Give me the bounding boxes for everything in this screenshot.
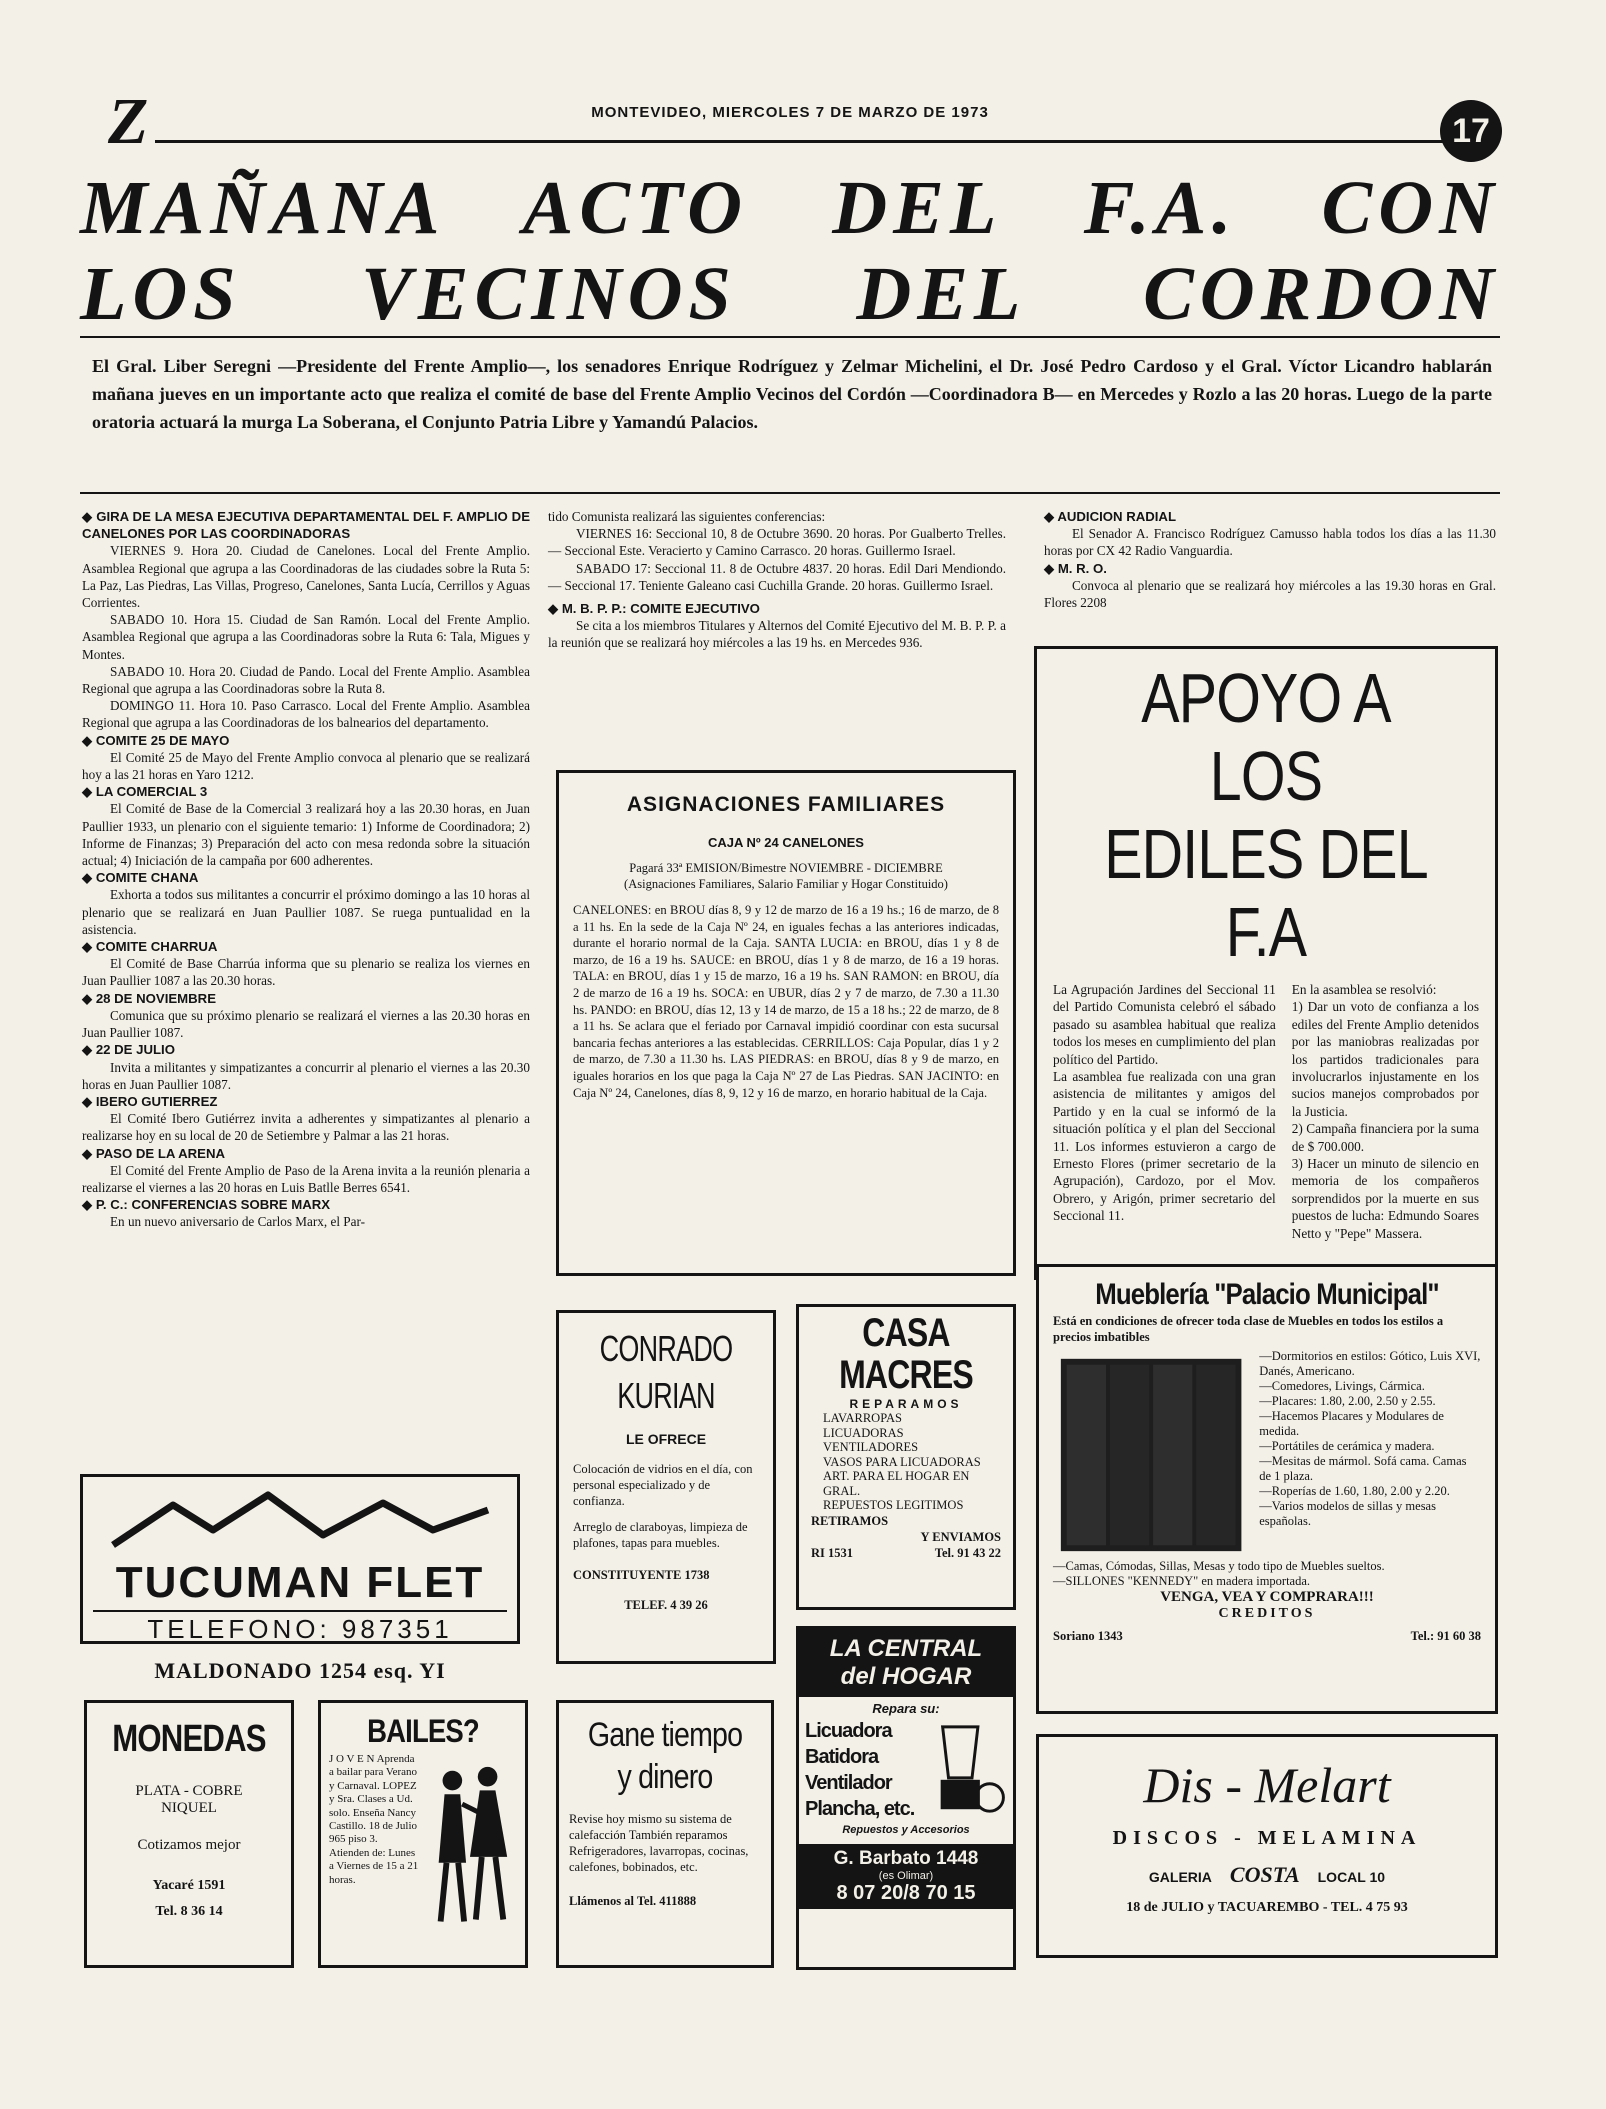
muebleria-item: —Hacemos Placares y Modulares de medida. xyxy=(1259,1409,1444,1438)
apoyo-title-line-2: EDILES DEL F.A xyxy=(1104,815,1428,971)
mro-heading: ◆ M. R. O. xyxy=(1044,560,1496,577)
asignaciones-title: ASIGNACIONES FAMILIARES xyxy=(626,793,946,816)
28-noviembre-heading: ◆ 28 DE NOVIEMBRE xyxy=(82,990,530,1007)
issue-date: MONTEVIDEO, MIERCOLES 7 DE MARZO DE 1973 xyxy=(591,104,989,121)
gira-heading: ◆ GIRA DE LA MESA EJECUTIVA DEPARTAMENTAL DEL F. AMPLIO DE CANELONES POR LAS COORDINADORAS xyxy=(82,508,530,542)
mbpp-text: Se cita a los miembros Titulares y Alternos del Comité Ejecutivo del M. B. P. P. a la reunión que se realizará hoy miércoles a las 19 hs. en Mercedes 936. xyxy=(548,618,1006,651)
gane-title-2: y dinero xyxy=(617,1758,713,1796)
column-1 xyxy=(82,508,530,1231)
muebleria-title: Mueblería "Palacio Municipal" xyxy=(1095,1278,1439,1311)
marx-heading: ◆ P. C.: CONFERENCIAS SOBRE MARX xyxy=(82,1196,530,1213)
muebleria-item: —Roperías de 1.60, 1.80, 2.00 y 2.20. xyxy=(1259,1484,1450,1498)
headline xyxy=(80,165,1500,337)
gane-phone: Llámenos al Tel. 411888 xyxy=(569,1894,697,1908)
bailes-ad xyxy=(318,1700,528,1968)
comercial-3-heading: ◆ LA COMERCIAL 3 xyxy=(82,783,530,800)
asignaciones-intro: Pagará 33ª EMISION/Bimestre NOVIEMBRE - DICIEMBRE (Asignaciones Familiares, Salario Familiar y Hogar Constituido) xyxy=(624,861,948,891)
marx-continued-text: tido Comunista realizará las siguientes conferencias: xyxy=(548,509,826,524)
wardrobe-image xyxy=(1053,1349,1249,1559)
central-item: Ventilador xyxy=(805,1772,892,1794)
monedas-title: MONEDAS xyxy=(112,1718,266,1760)
central-item: Batidora xyxy=(805,1746,879,1768)
lead-rule xyxy=(80,492,1500,494)
central-title-1: LA CENTRAL xyxy=(829,1635,983,1662)
conrado-ad xyxy=(556,1310,776,1664)
ibero-gutierrez-text: El Comité Ibero Gutiérrez invita a adherentes y simpatizantes al plenario a realizarse hoy en su local de 20 de Setiembre y Palmar a las 21 horas. xyxy=(82,1111,530,1144)
macres-item: LICUADORAS xyxy=(823,1425,904,1440)
apoyo-title-line-1: APOYO A LOS xyxy=(1141,659,1391,815)
macres-reparamos: REPARAMOS xyxy=(849,1397,963,1411)
mbpp-heading: ◆ M. B. P. P.: COMITE EJECUTIVO xyxy=(548,600,1006,617)
central-ad xyxy=(796,1626,1016,1970)
header-rule xyxy=(155,140,1455,143)
column-3 xyxy=(1044,508,1496,611)
dismelart-logo: Dis - Melart xyxy=(1143,1757,1391,1813)
dismelart-line: DISCOS - MELAMINA xyxy=(1112,1827,1422,1849)
gira-paragraph: SABADO 10. Hora 15. Ciudad de San Ramón. Local del Frente Amplio. Asamblea Regional que agrupa a las Coordinadoras sobre la Ruta 6: Tala, Migues y Montes. xyxy=(82,612,530,662)
apoyo-right-text: En la asamblea se resolvió: 1) Dar un voto de confianza a los ediles del Frente Amplio detenidos por las maniobras realizadas por los partidos tradicionales para involucrarlos injustamente en los sucios manejos comprobados por la Justicia. 2) Campaña financiera por la suma de $ 700.000. 3) Hacer un minuto de silencio en memoria de los compañeros sorprendidos por la muerte en sus puestos de lucha: Edmundo Soares Netto y "Pepe" Massera. xyxy=(1291,982,1479,1241)
comite-charrua-text: El Comité de Base Charrúa informa que su plenario se realiza los viernes en Juan Paullier 1087 a las 20.30 horas. xyxy=(82,956,530,989)
dismelart-local: LOCAL 10 xyxy=(1317,1869,1386,1885)
audicion-text: El Senador A. Francisco Rodríguez Camusso habla todos los días a las 11.30 horas por CX 42 Radio Vanguardia. xyxy=(1044,526,1496,559)
macres-name-1: CASA xyxy=(862,1311,950,1355)
muebleria-item: —Placares: 1.80, 2.00, 2.50 y 2.55. xyxy=(1259,1394,1436,1408)
lead-paragraph: El Gral. Liber Seregni —Presidente del Frente Amplio—, los senadores Enrique Rodríguez y Zelmar Michelini, el Dr. José Pedro Cardoso y el Gral. Víctor Licandro hablarán mañana jueves en un importante acto que realiza el comité de base del Frente Amplio Vecinos del Cordón —Coordinadora B— en Mercedes y Rozlo a las 20 horas. Luego de la parte oratoria actuará la murga La Soberana, el Conjunto Patria Libre y Yamandú Palacios. xyxy=(92,356,1492,432)
gane-title-1: Gane tiempo xyxy=(587,1716,743,1754)
22-julio-heading: ◆ 22 DE JULIO xyxy=(82,1041,530,1058)
paso-arena-heading: ◆ PASO DE LA ARENA xyxy=(82,1145,530,1162)
monedas-phone: Tel. 8 36 14 xyxy=(155,1904,223,1919)
apoyo-box xyxy=(1034,646,1498,1280)
central-repuestos: Repuestos y Accesorios xyxy=(842,1824,970,1836)
macres-phone: Tel. 91 43 22 xyxy=(934,1545,1001,1560)
conrado-offer: LE OFRECE xyxy=(625,1431,707,1447)
macres-item: VENTILADORES xyxy=(823,1440,919,1454)
mro-text: Convoca al plenario que se realizará hoy miércoles a las 19.30 horas en Gral. Flores 2208 xyxy=(1044,577,1496,611)
newspaper-logo: Z xyxy=(108,85,149,158)
central-item: Plancha, etc. xyxy=(805,1798,915,1820)
gira-paragraph: VIERNES 9. Hora 20. Ciudad de Canelones. Local del Frente Amplio. Asamblea Regional que agrupa a las Coordinadoras de las ciudades sobre la Ruta 5: La Paz, Las Piedras, Las Villas, Progreso, Canelones, Santa Lucía, Cerrillos y Aguas Corrientes. xyxy=(82,543,530,611)
dismelart-address: 18 de JULIO y TACUAREMBO - TEL. 4 75 93 xyxy=(1126,1900,1408,1915)
mountains-icon xyxy=(93,1485,507,1555)
gane-text: Revise hoy mismo su sistema de calefacción También reparamos Refrigeradores, lavarropas, cocinas, calefones, bobinados, etc. xyxy=(569,1812,749,1874)
comite-25-mayo-heading: ◆ COMITE 25 DE MAYO xyxy=(82,732,530,749)
comite-chana-heading: ◆ COMITE CHANA xyxy=(82,869,530,886)
comercial-3-text: El Comité de Base de la Comercial 3 realizará hoy a las 20.30 horas, en Juan Paullier 1933, un plenario con el siguiente temario: 1) Informe de Coordinadora; 2) Informe de Finanzas; 3) Preparación del acto con mesa redonda sobre la situación actual; 4) Iniciación de la campaña por 600 adherentes. xyxy=(82,801,530,869)
macres-name-2: MACRES xyxy=(839,1353,973,1397)
muebleria-item: —Mesitas de mármol. Sofá cama. Camas de 1 plaza. xyxy=(1259,1454,1467,1483)
column-2 xyxy=(548,508,1006,652)
22-julio-text: Invita a militantes y simpatizantes a concurrir al plenario el viernes a las 20.30 horas en Juan Paullier 1087. xyxy=(82,1059,530,1092)
ibero-gutierrez-heading: ◆ IBERO GUTIERREZ xyxy=(82,1093,530,1110)
asignaciones-box xyxy=(556,770,1016,1276)
tucuman-ad xyxy=(80,1474,520,1644)
audicion-heading: ◆ AUDICION RADIAL xyxy=(1044,508,1496,525)
page-number: 17 xyxy=(1440,100,1502,162)
apoyo-left-text: La Agrupación Jardines del Seccional 11 del Partido Comunista celebró el sábado pasado su asamblea habitual que realiza todos los meses en cumplimiento del plan político del Partido. La asamblea fue realizada con una gran asistencia de militantes y amigos del Partido y en la cual se informó de la situación política y el plan del Seccional 11. Los informes estuvieron a cargo de Ernesto Flores (primer secretario de la Agrupación), Cardozo, por el Mov. Obrero, y Arigón, primer secretario del Seccional 11. xyxy=(1053,982,1276,1224)
conference-sabado: SABADO 17: Seccional 11. 8 de Octubre 4837. 20 horas. Edil Dari Mendiondo. — Seccional 17. Teniente Galeano casi Cuchilla Grande. 20 horas. Guillermo Israel. xyxy=(548,560,1006,593)
paso-arena-text: El Comité del Frente Amplio de Paso de la Arena invita a la reunión plenaria a realizarse el viernes a las 20 horas en Luis Batlle Berres 6541. xyxy=(82,1162,530,1195)
macres-item: VASOS PARA LICUADORAS xyxy=(823,1454,981,1469)
muebleria-intro: Está en condiciones de ofrecer toda clase de Muebles en todos los estilos a precios imbatibles xyxy=(1053,1314,1444,1344)
monedas-line-1: PLATA - COBRE xyxy=(135,1783,243,1799)
muebleria-creditos: CREDITOS xyxy=(1218,1606,1316,1621)
muebleria-item: —Portátiles de cerámica y madera. xyxy=(1259,1439,1435,1453)
gane-ad xyxy=(556,1700,774,1968)
central-repara: Repara su: xyxy=(872,1701,940,1716)
headline-rule xyxy=(80,336,1500,338)
dismelart-ad xyxy=(1036,1734,1498,1958)
tucuman-name: TUCUMAN FLET xyxy=(115,1558,485,1607)
muebleria-item: —Varios modelos de sillas y mesas españolas. xyxy=(1259,1499,1436,1528)
dismelart-costa: COSTA xyxy=(1229,1862,1300,1887)
muebleria-item: —Comedores, Livings, Cármica. xyxy=(1259,1379,1425,1393)
muebleria-slogan: VENGA, VEA Y COMPRARA!!! xyxy=(1160,1589,1374,1605)
gira-paragraph: DOMINGO 11. Hora 10. Paso Carrasco. Local del Frente Amplio. Asamblea Regional que agrupa a las Coordinadoras de los balnearios del departamento. xyxy=(82,698,530,731)
muebleria-sillones: —SILLONES "KENNEDY" en madera importada. xyxy=(1053,1574,1311,1588)
muebleria-address: Soriano 1343 xyxy=(1053,1629,1123,1643)
central-item: Licuadora xyxy=(805,1720,892,1742)
macres-item: LAVARROPAS xyxy=(823,1411,902,1425)
macres-ad xyxy=(796,1304,1016,1610)
bailes-text: J O V E N Aprenda a bailar para Verano y Carnaval. LOPEZ y Sra. Clases a Ud. solo. Enseña Nancy Castillo. 18 de Julio 965 piso 3. Atienden de: Lunes a Viernes de 15 a 21 horas. xyxy=(329,1753,419,1886)
conrado-address: CONSTITUYENTE 1738 xyxy=(573,1568,710,1582)
central-title-2: del HOGAR xyxy=(840,1663,972,1690)
conrado-text-1: Colocación de vidrios en el día, con personal especializado y de confianza. xyxy=(573,1462,753,1508)
marx-text: En un nuevo aniversario de Carlos Marx, el Par- xyxy=(110,1214,365,1230)
central-address: G. Barbato 1448 xyxy=(833,1848,979,1869)
conference-viernes: VIERNES 16: Seccional 10, 8 de Octubre 3690. 20 horas. Por Gualberto Trelles. — Seccional Este. Veracierto y Camino Carrasco. 20 horas. Guillermo Israel. xyxy=(548,526,1006,559)
muebleria-footer-items: —Camas, Cómodas, Sillas, Mesas y todo tipo de Muebles sueltos. xyxy=(1053,1559,1385,1573)
comite-charrua-heading: ◆ COMITE CHARRUA xyxy=(82,938,530,955)
monedas-line-3: Cotizamos mejor xyxy=(137,1837,241,1853)
muebleria-ad xyxy=(1036,1264,1498,1714)
macres-enviamos: Y ENVIAMOS xyxy=(920,1529,1001,1544)
macres-address: RI 1531 xyxy=(811,1545,854,1560)
blender-icon xyxy=(923,1718,1007,1822)
asignaciones-subtitle: CAJA Nº 24 CANELONES xyxy=(708,835,864,850)
central-phone: 8 07 20/8 70 15 xyxy=(836,1882,976,1904)
gira-paragraph: SABADO 10. Hora 20. Ciudad de Pando. Local del Frente Amplio. Asamblea Regional que agrupa a las Coordinadoras sobre la Ruta 8. xyxy=(82,663,530,697)
dancing-couple-icon xyxy=(423,1753,517,1953)
dismelart-galeria: GALERIA xyxy=(1148,1869,1212,1885)
28-noviembre-text: Comunica que su próximo plenario se realizará el viernes a las 20.30 horas en Juan Paullier 1087. xyxy=(82,1007,530,1041)
headline-line-2: LOS VECINOS DEL CORDON xyxy=(80,252,1500,336)
muebleria-phone: Tel.: 91 60 38 xyxy=(1410,1629,1481,1643)
macres-item: REPUESTOS LEGITIMOS xyxy=(823,1498,964,1512)
central-address-note: (es Olimar) xyxy=(878,1870,934,1882)
tucuman-phone: TELEFONO: 987351 xyxy=(93,1610,507,1645)
macres-item: ART. PARA EL HOGAR EN GRAL. xyxy=(823,1469,970,1498)
comite-chana-text: Exhorta a todos sus militantes a concurrir el próximo domingo a las 10 horas al plenario que se realizará en Juan Paullier 1087. Se ruega puntualidad en la asistencia. xyxy=(82,887,530,937)
muebleria-item: —Dormitorios en estilos: Gótico, Luis XVI, Danés, Americano. xyxy=(1259,1349,1481,1378)
monedas-address: Yacaré 1591 xyxy=(152,1878,226,1893)
monedas-line-2: NIQUEL xyxy=(161,1800,217,1816)
comite-25-mayo-text: El Comité 25 de Mayo del Frente Amplio convoca al plenario que se realizará hoy a las 21 horas en Yaro 1212. xyxy=(82,749,530,783)
conrado-text-2: Arreglo de claraboyas, limpieza de plafones, tapas para muebles. xyxy=(573,1520,748,1550)
conrado-phone: TELEF. 4 39 26 xyxy=(624,1598,708,1612)
conrado-name-1: CONRADO xyxy=(599,1328,733,1369)
monedas-ad xyxy=(84,1700,294,1968)
bailes-title: BAILES? xyxy=(367,1713,479,1749)
macres-retiramos: RETIRAMOS xyxy=(811,1513,889,1528)
conrado-name-2: KURIAN xyxy=(617,1375,715,1416)
tucuman-address: MALDONADO 1254 esq. YI xyxy=(154,1658,446,1683)
asignaciones-body: CANELONES: en BROU días 8, 9 y 12 de marzo de 16 a 19 hs.; 16 de marzo, de 8 a 11 hs. En la sede de la Caja Nº 24, en iguales fechas a las anteriores indicadas, durante el horario normal de la Caja. SANTA LUCIA: en BROU, días 1 y 8 de marzo, de 16 a 19 hs. SAUCE: en BROU, días 1 y 8 de marzo, de 16 a 19 horas. TALA: en BROU, días 1 y 15 de marzo, 16 a 19 hs. SAN RAMON: en BROU, día 2 de marzo de 16 a 19 hs. SOCA: en UBUR, días 2 y 7 de marzo, de 7.30 a 11.30 hs. PANDO: en BROU, días 12, 13 y 14 de marzo, de 15 a 18 hs.; 22 de marzo, de 8 a 11 hs. Se aclara que el feriado por Carnaval impidió coordinar con esta sucursal bancaria fechas anteriores a las establecidas. CERRILLOS: Caja Popular, días 1 y 2 de marzo, de 7.30 a 11.30 hs. LAS PIEDRAS: en BROU, días 8 y 9 de marzo, en iguales horarios en los que paga la Caja Nº 27 de Las Piedras. SAN JACINTO: en Caja Nº 24, Canelones, días 8, 9, 12 y 16 de marzo, en horario habitual de la Caja. xyxy=(573,903,999,1100)
headline-line-1: MAÑANA ACTO DEL F.A. CON xyxy=(80,166,1500,250)
